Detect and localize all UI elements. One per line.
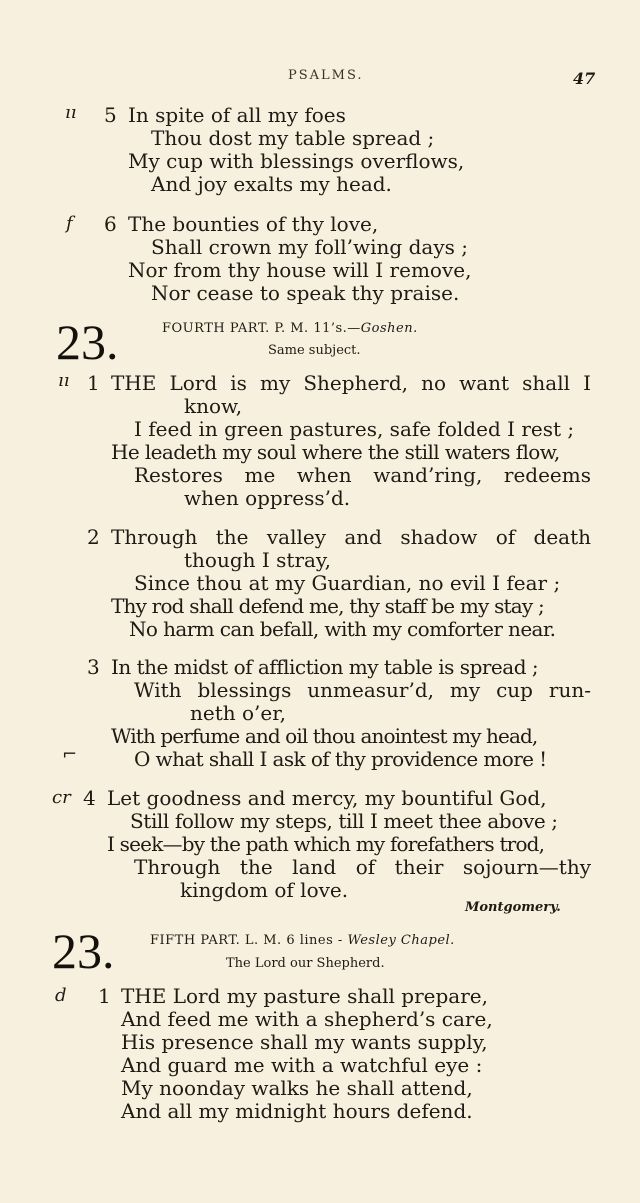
running-title: PSALMS. (288, 68, 364, 83)
verse-line: when oppress’d. (184, 486, 351, 510)
verse-line: Thy rod shall defend me, thy staff be my stay ; (111, 594, 544, 618)
verse-line: Thou dost my table spread ; (151, 126, 435, 150)
hymn-subtitle: Same subject. (268, 343, 361, 358)
dynamics-mark: ⌐ (62, 744, 78, 765)
verse-line: I feed in green pastures, safe folded I rest ; (134, 417, 575, 441)
verse-line: He leadeth my soul where the still waters flow, (111, 440, 560, 464)
verse-line: With blessings unmeasur’d, my cup run- (134, 678, 591, 702)
dynamics-mark: ıı (65, 102, 77, 123)
tune-name: Goshen. (360, 321, 418, 336)
verse-line: The bounties of thy love, (128, 212, 379, 236)
verse-line: In the midst of affliction my table is spread ; (111, 655, 539, 679)
section-heading (162, 321, 418, 336)
verse-line: know, (184, 394, 243, 418)
verse-line: His presence shall my wants supply, (121, 1030, 488, 1054)
verse-line: THE Lord my pasture shall prepare, (121, 984, 488, 1008)
verse-line: Through the land of their sojourn—thy (134, 855, 591, 879)
verse-line: And feed me with a shepherd’s care, (121, 1007, 493, 1031)
verse-line: In spite of all my foes (128, 103, 346, 127)
verse-line: Since thou at my Guardian, no evil I fear ; (134, 571, 561, 595)
verse-number: 4 (83, 786, 96, 810)
verse-line: neth o’er, (190, 701, 286, 725)
dynamics-mark: d (55, 985, 67, 1006)
verse-line: And all my midnight hours defend. (121, 1099, 473, 1123)
verse-line: Through the valley and shadow of death (111, 525, 591, 549)
page-number: 47 (573, 69, 596, 88)
verse-line: though I stray, (184, 548, 331, 572)
verse-line: kingdom of love. (180, 878, 349, 902)
part-label: FIFTH PART. L. M. 6 lines - (150, 933, 348, 948)
hymn-number: 23. (56, 314, 119, 370)
verse-line: No harm can befall, with my comforter near. (129, 617, 556, 641)
section-heading (150, 933, 455, 948)
verse-line: Shall crown my foll’wing days ; (151, 235, 468, 259)
verse-number: 1 (98, 984, 111, 1008)
hymn-subtitle: The Lord our Shepherd. (226, 956, 385, 971)
hymn-author: Montgomery. (465, 900, 561, 915)
verse-number: 2 (87, 525, 100, 549)
verse-number: 1 (87, 371, 100, 395)
verse-line: Restores me when wand’ring, redeems (134, 463, 591, 487)
verse-line: With perfume and oil thou anointest my head, (111, 724, 538, 748)
verse-line: O what shall I ask of thy providence more ! (134, 747, 547, 771)
verse-line: Nor cease to speak thy praise. (151, 281, 460, 305)
verse-line: My noonday walks he shall attend, (121, 1076, 473, 1100)
verse-line: And joy exalts my head. (151, 172, 392, 196)
tune-name: Wesley Chapel. (347, 933, 455, 948)
verse-line: My cup with blessings overflows, (128, 149, 465, 173)
verse-line: THE Lord is my Shepherd, no want shall I (111, 371, 591, 395)
verse-line: Nor from thy house will I remove, (128, 258, 472, 282)
verse-line: And guard me with a watchful eye : (121, 1053, 483, 1077)
verse-line: Still follow my steps, till I meet thee above ; (130, 809, 558, 833)
verse-number: 5 (104, 103, 117, 127)
part-label: FOURTH PART. P. M. 11’s.— (162, 321, 361, 336)
dynamics-mark: f (66, 213, 73, 234)
dynamics-mark: cr (52, 787, 71, 808)
verse-line: Let goodness and mercy, my bountiful God, (107, 786, 547, 810)
verse-number: 6 (104, 212, 117, 236)
verse-line: I seek—by the path which my forefathers trod, (107, 832, 545, 856)
dynamics-mark: ıı (58, 370, 70, 391)
hymn-number: 23. (52, 923, 115, 979)
verse-number: 3 (87, 655, 100, 679)
